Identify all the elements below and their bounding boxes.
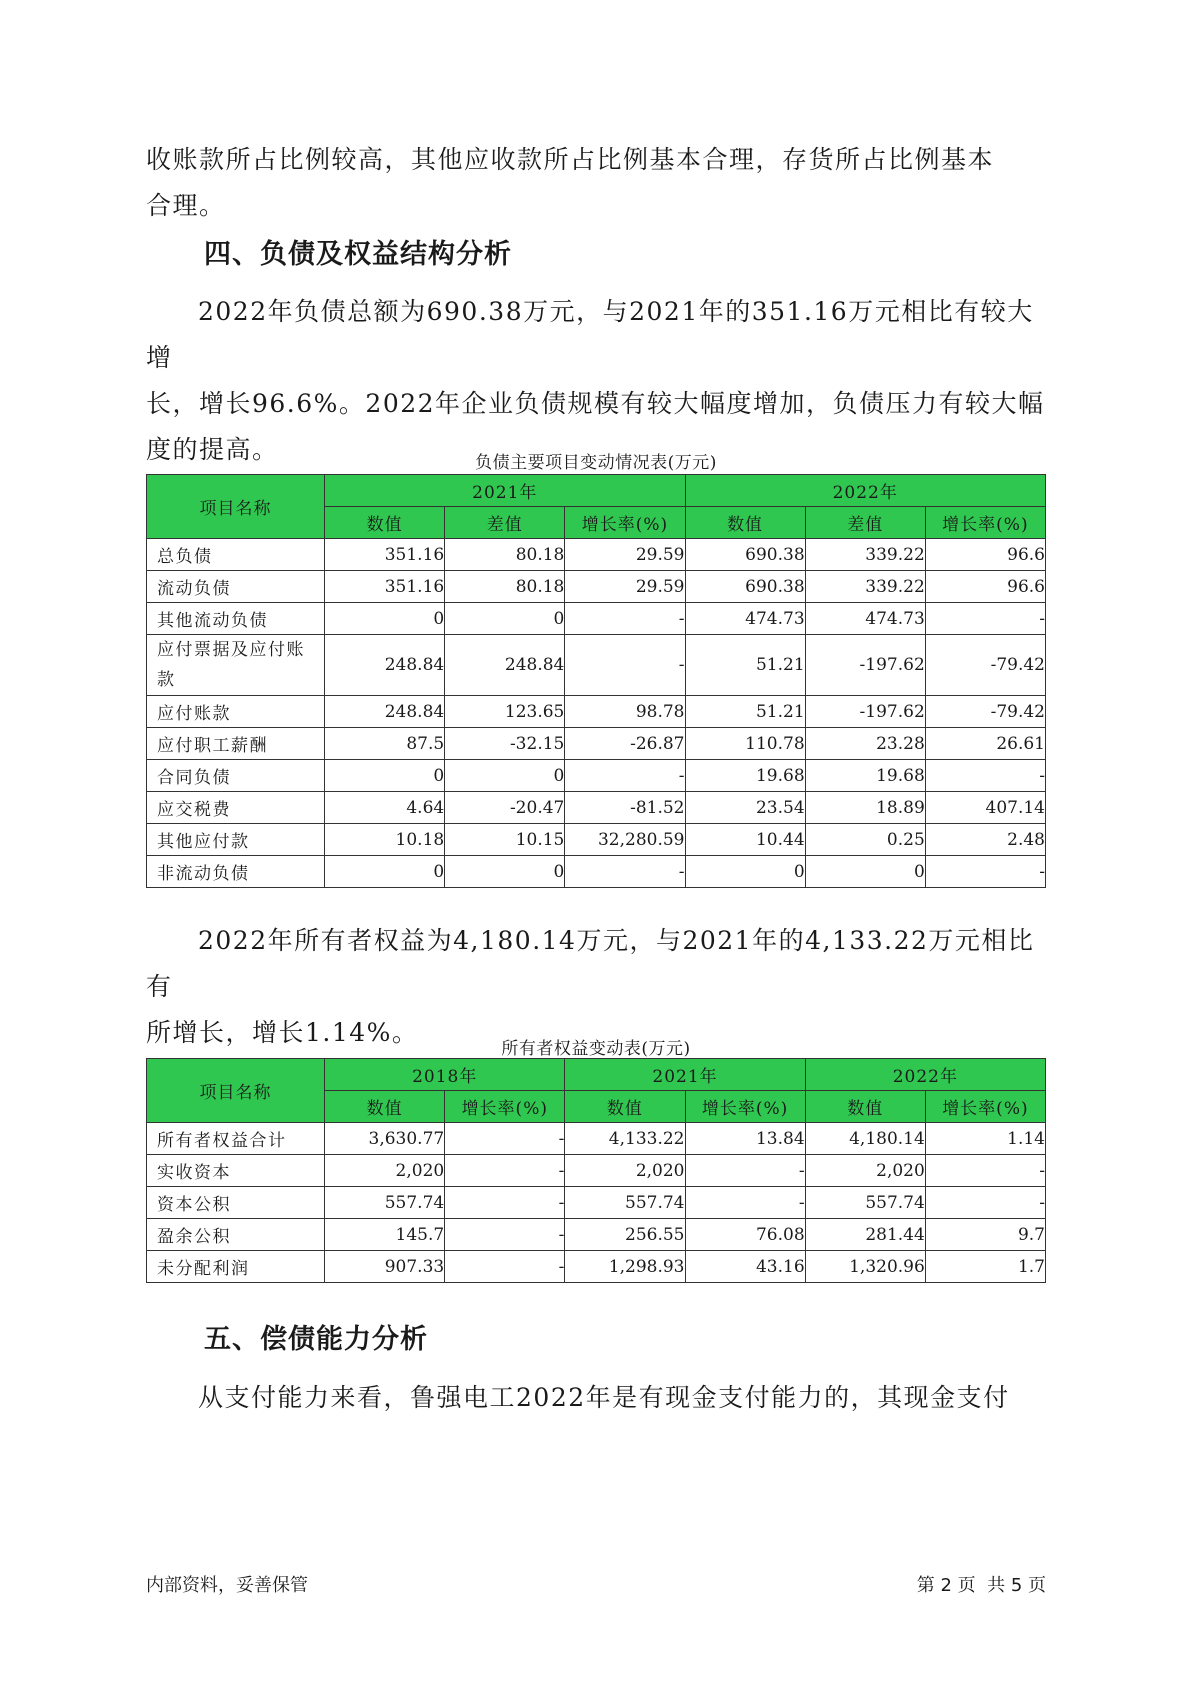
row-label: 合同负债 (147, 760, 325, 792)
liabilities-table-caption: 负债主要项目变动情况表(万元) (475, 453, 717, 473)
row-label: 所有者权益合计 (147, 1123, 325, 1155)
cell: 123.65 (445, 696, 565, 728)
header-sub: 增长率(%) (565, 507, 685, 539)
cell: 4,133.22 (565, 1123, 685, 1155)
text-line: 从支付能力来看，鲁强电工2022年是有现金支付能力的，其现金支付 (198, 1383, 1010, 1412)
cell: - (685, 1155, 805, 1187)
equity-table (146, 1058, 1046, 1283)
cell: 339.22 (805, 539, 925, 571)
cell: 2,020 (325, 1155, 445, 1187)
header-year: 2018年 (325, 1059, 565, 1091)
cell: 1.7 (925, 1251, 1045, 1283)
cell: 0 (445, 603, 565, 635)
cell: - (685, 1187, 805, 1219)
cell: 13.84 (685, 1123, 805, 1155)
cell: 32,280.59 (565, 824, 685, 856)
text-line: 所增长，增长1.14%。 (146, 1018, 419, 1047)
cell: 0 (445, 856, 565, 888)
cell: 0 (685, 856, 805, 888)
cell: 557.74 (805, 1187, 925, 1219)
liabilities-paragraph (146, 289, 1046, 473)
cell: 557.74 (565, 1187, 685, 1219)
cell: 0 (445, 760, 565, 792)
table-row (147, 635, 1046, 696)
row-label: 资本公积 (147, 1187, 325, 1219)
header-sub: 差值 (445, 507, 565, 539)
cell: - (445, 1251, 565, 1283)
header-sub: 增长率(%) (925, 1091, 1045, 1123)
cell: 19.68 (805, 760, 925, 792)
cell: 474.73 (805, 603, 925, 635)
cell: 96.6 (925, 539, 1045, 571)
cell: 26.61 (925, 728, 1045, 760)
cell: 4.64 (325, 792, 445, 824)
row-label: 其他流动负债 (147, 603, 325, 635)
cell: 19.68 (685, 760, 805, 792)
liabilities-table (146, 474, 1046, 888)
cell: 23.54 (685, 792, 805, 824)
row-label: 未分配利润 (147, 1251, 325, 1283)
row-label: 应付票据及应付账款 (147, 635, 325, 696)
cell: 690.38 (685, 571, 805, 603)
cell: 145.7 (325, 1219, 445, 1251)
cell: 10.18 (325, 824, 445, 856)
header-sub: 数值 (565, 1091, 685, 1123)
cell: 474.73 (685, 603, 805, 635)
table-row (147, 571, 1046, 603)
table-row (147, 1219, 1046, 1251)
cell: - (925, 856, 1045, 888)
cell: 1,320.96 (805, 1251, 925, 1283)
cell: - (565, 603, 685, 635)
cell: 18.89 (805, 792, 925, 824)
text-line: 收账款所占比例较高，其他应收款所占比例基本合理，存货所占比例基本 (146, 145, 995, 174)
cell: - (445, 1219, 565, 1251)
cell: 51.21 (685, 635, 805, 696)
cell: 3,630.77 (325, 1123, 445, 1155)
cell: - (565, 760, 685, 792)
header-sub: 差值 (805, 507, 925, 539)
table-row (147, 856, 1046, 888)
row-label: 总负债 (147, 539, 325, 571)
cell: 351.16 (325, 571, 445, 603)
row-label: 应付职工薪酬 (147, 728, 325, 760)
cell: -81.52 (565, 792, 685, 824)
cell: - (925, 1187, 1045, 1219)
header-sub: 增长率(%) (445, 1091, 565, 1123)
cell: 248.84 (325, 635, 445, 696)
table-row (147, 760, 1046, 792)
row-label: 流动负债 (147, 571, 325, 603)
cell: - (445, 1187, 565, 1219)
table-row (147, 603, 1046, 635)
cell: 407.14 (925, 792, 1045, 824)
cell: 10.15 (445, 824, 565, 856)
cell: 0 (325, 760, 445, 792)
cell: 96.6 (925, 571, 1045, 603)
text-line: 合理。 (146, 191, 226, 220)
header-year: 2022年 (805, 1059, 1045, 1091)
row-label: 其他应付款 (147, 824, 325, 856)
cell: 0 (325, 856, 445, 888)
cell: 2,020 (565, 1155, 685, 1187)
cell: 1,298.93 (565, 1251, 685, 1283)
cell: 87.5 (325, 728, 445, 760)
cell: 0 (805, 856, 925, 888)
row-label: 应交税费 (147, 792, 325, 824)
cell: 281.44 (805, 1219, 925, 1251)
footer-page-number: 第 2 页 共 5 页 (916, 1575, 1046, 1596)
table-row (147, 539, 1046, 571)
header-sub: 数值 (805, 1091, 925, 1123)
header-sub: 数值 (685, 507, 805, 539)
section4-heading: 四、负债及权益结构分析 (204, 239, 512, 270)
table-row (147, 1251, 1046, 1283)
header-sub: 数值 (325, 507, 445, 539)
cell: 9.7 (925, 1219, 1045, 1251)
cell: - (565, 635, 685, 696)
table-row (147, 1123, 1046, 1155)
header-year: 2021年 (565, 1059, 805, 1091)
header-name: 项目名称 (147, 475, 325, 539)
cell: 339.22 (805, 571, 925, 603)
table-row (147, 728, 1046, 760)
cell: - (445, 1155, 565, 1187)
header-year: 2022年 (685, 475, 1046, 507)
section5-heading: 五、偿债能力分析 (204, 1324, 428, 1355)
cell: 0.25 (805, 824, 925, 856)
cell: 23.28 (805, 728, 925, 760)
header-sub: 增长率(%) (685, 1091, 805, 1123)
cell: -32.15 (445, 728, 565, 760)
intro-paragraph (146, 137, 1046, 229)
cell: -197.62 (805, 635, 925, 696)
cell: -79.42 (925, 635, 1045, 696)
row-label: 应付账款 (147, 696, 325, 728)
cell: - (925, 760, 1045, 792)
header-sub: 增长率(%) (925, 507, 1045, 539)
cell: - (445, 1123, 565, 1155)
cell: 80.18 (445, 539, 565, 571)
cell: 76.08 (685, 1219, 805, 1251)
cell: -197.62 (805, 696, 925, 728)
cell: 2.48 (925, 824, 1045, 856)
text-line: 2022年所有者权益为4,180.14万元，与2021年的4,133.22万元相比有 (146, 926, 1035, 1001)
cell: - (925, 603, 1045, 635)
cell: 80.18 (445, 571, 565, 603)
cell: 51.21 (685, 696, 805, 728)
cell: 10.44 (685, 824, 805, 856)
row-label: 实收资本 (147, 1155, 325, 1187)
cell: 2,020 (805, 1155, 925, 1187)
row-label: 非流动负债 (147, 856, 325, 888)
text-line: 度的提高。 (146, 435, 279, 464)
cell: 43.16 (685, 1251, 805, 1283)
footer-confidential: 内部资料，妥善保管 (146, 1575, 308, 1596)
header-name: 项目名称 (147, 1059, 325, 1123)
cell: 907.33 (325, 1251, 445, 1283)
cell: 248.84 (445, 635, 565, 696)
header-year: 2021年 (325, 475, 685, 507)
cell: -20.47 (445, 792, 565, 824)
cell: 4,180.14 (805, 1123, 925, 1155)
cell: -79.42 (925, 696, 1045, 728)
text-line: 长，增长96.6%。2022年企业负债规模有较大幅度增加，负债压力有较大幅 (146, 389, 1045, 418)
table-row (147, 1155, 1046, 1187)
table-row (147, 1187, 1046, 1219)
header-sub: 数值 (325, 1091, 445, 1123)
equity-table-caption: 所有者权益变动表(万元) (501, 1039, 691, 1059)
cell: -26.87 (565, 728, 685, 760)
cell: 29.59 (565, 539, 685, 571)
cell: 256.55 (565, 1219, 685, 1251)
cell: 0 (325, 603, 445, 635)
cell: - (565, 856, 685, 888)
cell: 110.78 (685, 728, 805, 760)
row-label: 盈余公积 (147, 1219, 325, 1251)
text-line: 2022年负债总额为690.38万元，与2021年的351.16万元相比有较大增 (146, 297, 1034, 372)
cell: 29.59 (565, 571, 685, 603)
table-row (147, 824, 1046, 856)
cell: 351.16 (325, 539, 445, 571)
table-row (147, 792, 1046, 824)
cell: 248.84 (325, 696, 445, 728)
cell: 98.78 (565, 696, 685, 728)
table-row (147, 696, 1046, 728)
cell: 690.38 (685, 539, 805, 571)
cell: 557.74 (325, 1187, 445, 1219)
cell: 1.14 (925, 1123, 1045, 1155)
solvency-paragraph (146, 1375, 1046, 1421)
cell: - (925, 1155, 1045, 1187)
